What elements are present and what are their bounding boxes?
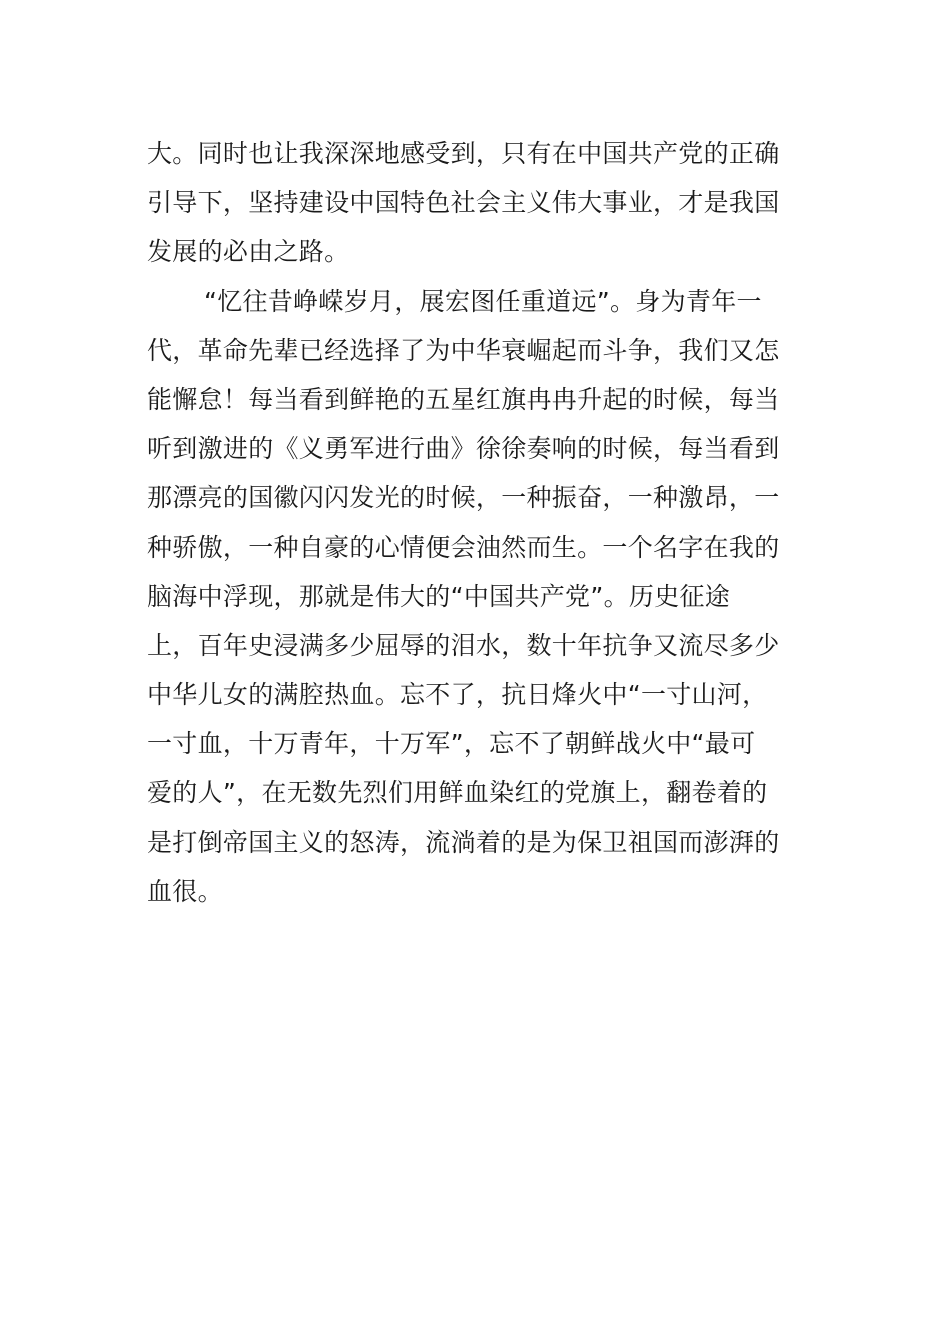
text-line: 能懈怠！每当看到鲜艳的五星红旗冉冉升起的时候，每当 bbox=[147, 384, 780, 414]
text-line: 那漂亮的国徽闪闪发光的时候，一种振奋，一种激昂，一 bbox=[147, 483, 780, 513]
text-line: 发展的必由之路。 bbox=[147, 237, 350, 267]
text-line: 种骄傲，一种自豪的心情便会油然而生。一个名字在我的 bbox=[147, 532, 780, 562]
text-line: “忆往昔峥嵘岁月，展宏图任重道远”。身为青年一 bbox=[204, 286, 762, 316]
text-line: 大。同时也让我深深地感受到，只有在中国共产党的正确 bbox=[147, 139, 780, 168]
text-line: 一寸血，十万青年，十万军”，忘不了朝鲜战火中“最可 bbox=[147, 729, 756, 759]
text-line: 是打倒帝国主义的怒涛，流淌着的是为保卫祖国而澎湃的 bbox=[147, 827, 780, 857]
text-line: 引导下，坚持建设中国特色社会主义伟大事业，才是我国 bbox=[147, 188, 780, 218]
text-line: 上，百年史浸满多少屈辱的泪水，数十年抗争又流尽多少 bbox=[147, 630, 780, 660]
body-text bbox=[147, 129, 807, 916]
text-line: 脑海中浮现，那就是伟大的“中国共产党”。历史征途 bbox=[147, 581, 731, 611]
text-line: 血很。 bbox=[147, 876, 223, 906]
text-line: 中华儿女的满腔热血。忘不了，抗日烽火中“一寸山河， bbox=[147, 680, 768, 710]
text-line: 听到激进的《义勇军进行曲》徐徐奏响的时候，每当看到 bbox=[147, 434, 780, 464]
text-line: 爱的人”，在无数先烈们用鲜血染红的党旗上，翻卷着的 bbox=[147, 778, 768, 808]
text-line: 代，革命先辈已经选择了为中华衰崛起而斗争，我们又怎 bbox=[147, 335, 780, 365]
